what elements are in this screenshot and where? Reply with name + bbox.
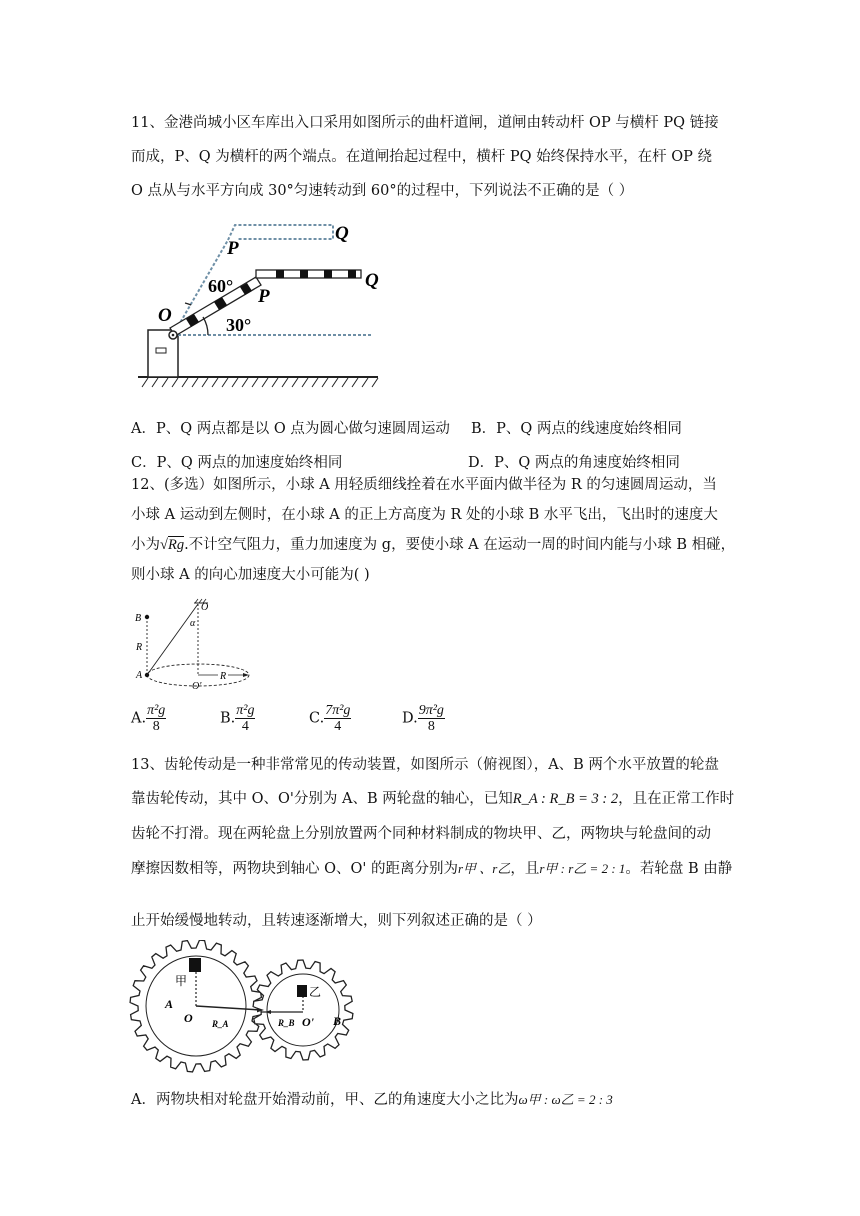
fraction-denominator: 8 xyxy=(152,719,160,734)
gear-transmission-figure xyxy=(126,940,366,1075)
q13-line-2-post: ，且在正常工作时 xyxy=(618,791,735,807)
label-o-prime: O' xyxy=(192,681,202,690)
q13-line-1: 13、齿轮传动是一种非常常见的传动装置，如图所示（俯视图），A、B 两个水平放置的轮盘 xyxy=(131,757,719,773)
q13-line-2 xyxy=(131,791,735,808)
q13-line-2-pre: 靠齿轮传动，其中 O、O'分别为 A、B 两轮盘的轴心，已知 xyxy=(131,791,513,807)
fraction-denominator: 4 xyxy=(334,719,342,734)
q13-line-4-pre: 摩擦因数相等，两物块到轴心 O、O' 的距离分别为 xyxy=(131,861,458,877)
r-jia-r-yi: r甲 、r乙 xyxy=(457,861,511,876)
label-a: A xyxy=(165,997,174,1011)
q12-line-1: 12、(多选）如图所示，小球 A 用轻质细线拴着在水平面内做半径为 R 的匀速圆周运动，当 xyxy=(131,477,717,493)
label-o: O xyxy=(158,305,172,326)
q13-line-4-post: 。若轮盘 B 由静 xyxy=(625,861,733,877)
option-letter: C. xyxy=(309,710,325,727)
label-q: Q xyxy=(365,270,379,291)
label-o-prime: O' xyxy=(302,1015,314,1029)
label-yi: 乙 xyxy=(309,985,322,999)
fraction-numerator: 9π²g xyxy=(418,703,444,718)
q12-option-d xyxy=(402,703,445,734)
label-rb: R_B xyxy=(278,1018,295,1028)
label-p: P xyxy=(258,286,270,307)
q13-option-a-text: A．两物块相对轮盘开始滑动前，甲、乙的角速度大小之比为 xyxy=(131,1092,519,1108)
ratio-r-jia-r-yi: r甲 : r乙 = 2 : 1 xyxy=(539,861,626,876)
q11-option-d: D．P、Q 两点的角速度始终相同 xyxy=(468,455,680,471)
fraction xyxy=(235,703,255,734)
label-b: B xyxy=(333,1014,342,1028)
q11-line-3: O 点从与水平方向成 30°匀速转动到 60°的过程中，下列说法不正确的是（ ） xyxy=(131,183,634,199)
fraction-numerator: 7π²g xyxy=(325,703,351,718)
q13-option-a xyxy=(131,1091,731,1109)
barrier-gate-figure xyxy=(128,215,388,395)
q13-line-5: 止开始缓慢地转动，且转速逐渐增大，则下列叙述正确的是（ ） xyxy=(131,913,542,929)
q12-line-3-post: .不计空气阻力，重力加速度为 g，要使小球 A 在运动一周的时间内能与小球 B 相碰， xyxy=(184,537,736,553)
fraction-numerator: π²g xyxy=(236,703,255,718)
label-b: B xyxy=(135,613,142,624)
q12-option-b xyxy=(220,703,255,734)
fraction-denominator: 4 xyxy=(241,719,249,734)
q12-option-c xyxy=(309,703,351,734)
label-60deg: 60° xyxy=(208,276,234,296)
q11-line-2: 而成，P、Q 为横杆的两个端点。在道闸抬起过程中，横杆 PQ 始终保持水平，在杆 OP 绕 xyxy=(131,149,712,165)
option-letter: D. xyxy=(402,710,418,727)
sqrt-radicand: Rg xyxy=(167,537,185,553)
q12-line-2: 小球 A 运动到左侧时，在小球 A 的正上方高度为 R 处的小球 B 水平飞出，飞出时的速度大 xyxy=(131,507,718,523)
q13-line-4-mid: ，且 xyxy=(510,861,540,877)
label-ra: R_A xyxy=(212,1019,229,1029)
label-o: O xyxy=(201,602,209,613)
q13-line-3: 齿轮不打滑。现在两轮盘上分别放置两个同种材料制成的物块甲、乙，两物块与轮盘间的动 xyxy=(131,826,711,842)
label-r-horizontal: R xyxy=(220,671,227,682)
fraction xyxy=(146,703,166,734)
conical-pendulum-figure xyxy=(128,598,258,690)
q12-line-4: 则小球 A 的向心加速度大小可能为( ) xyxy=(131,567,370,583)
ratio-ra-rb: R_A : R_B = 3 : 2 xyxy=(512,791,619,807)
q12-option-a xyxy=(131,703,166,734)
q12-line-3-pre: 小为 xyxy=(131,537,160,553)
label-30deg: 30° xyxy=(226,315,252,335)
fraction-numerator: π²g xyxy=(147,703,166,718)
q13-line-4 xyxy=(131,860,731,878)
fraction xyxy=(418,703,445,734)
option-letter: B. xyxy=(220,710,236,727)
q11-option-c: C．P、Q 两点的加速度始终相同 xyxy=(131,455,343,471)
label-jia: 甲 xyxy=(175,974,188,988)
option-letter: A. xyxy=(131,710,147,727)
label-p-top: P xyxy=(227,238,239,259)
sqrt-sign: √ xyxy=(160,537,168,553)
label-alpha: α xyxy=(190,618,196,629)
label-o: O xyxy=(184,1011,193,1025)
fraction-denominator: 8 xyxy=(427,719,435,734)
q11-option-a: A．P、Q 两点都是以 O 点为圆心做匀速圆周运动 xyxy=(131,421,450,437)
q11-line-1: 11、金港尚城小区车库出入口采用如图所示的曲杆道闸，道闸由转动杆 OP 与横杆 PQ 链接 xyxy=(131,115,719,131)
q11-option-b: B．P、Q 两点的线速度始终相同 xyxy=(471,421,682,437)
q12-line-3 xyxy=(131,537,736,554)
label-a: A xyxy=(136,670,143,681)
label-r-vertical: R xyxy=(136,642,143,653)
fraction xyxy=(324,703,351,734)
omega-ratio: ω甲 : ω乙 = 2 : 3 xyxy=(518,1092,613,1107)
label-q-top: Q xyxy=(335,223,349,244)
